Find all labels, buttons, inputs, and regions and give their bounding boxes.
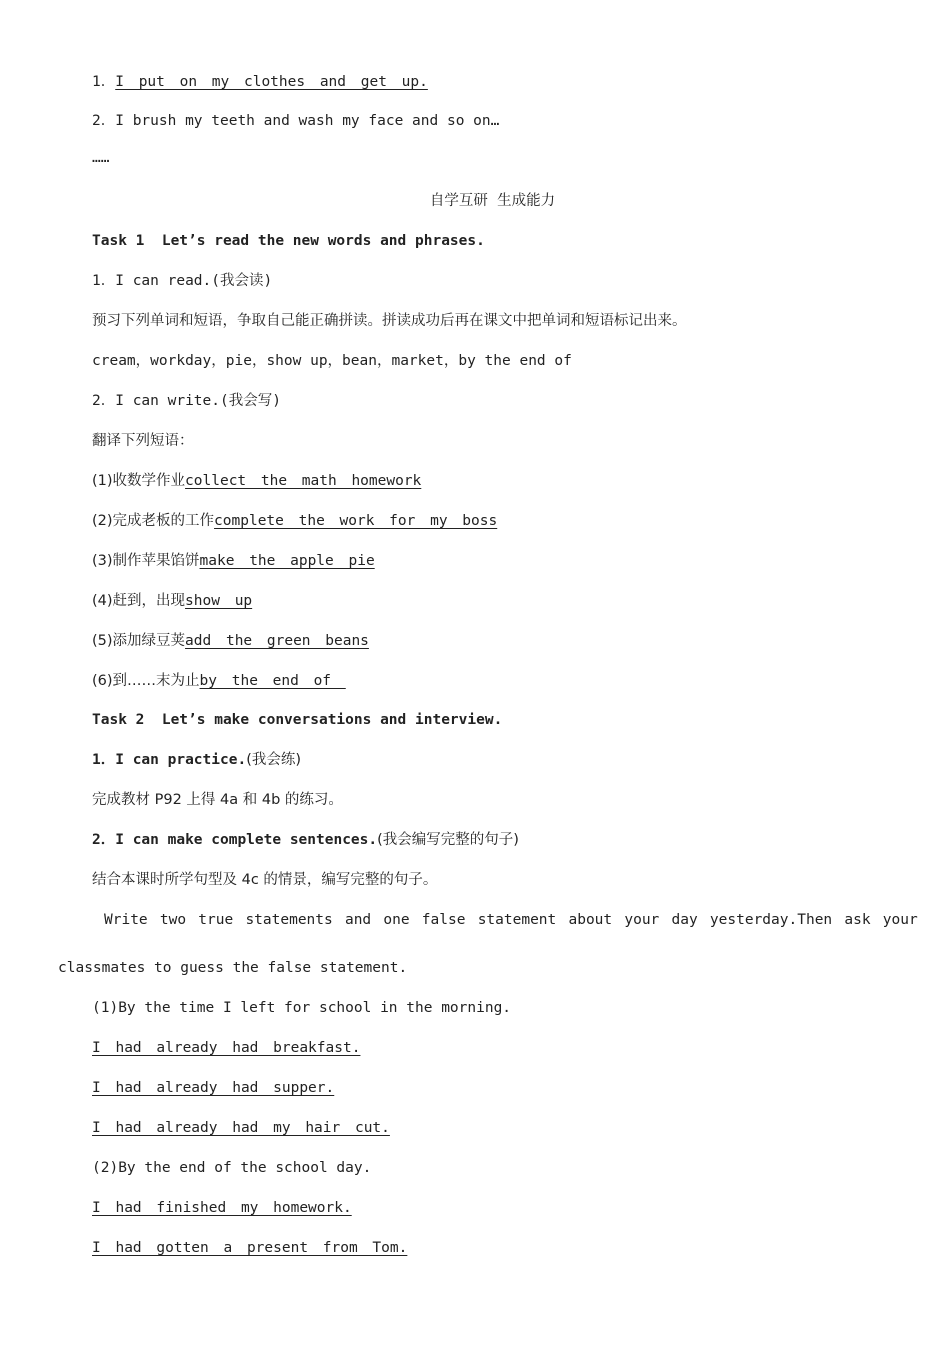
answer-text: show up: [185, 593, 253, 609]
phrase-item: (4)赶到，出现show up: [92, 593, 253, 609]
phrase-item: (5)添加绿豆荚add the green beans: [92, 633, 369, 649]
answer-text: I put on my clothes and get up.: [115, 74, 428, 90]
write-instruction: 翻译下列短语：: [92, 433, 194, 449]
prompt-line-1: Write two true statements and one false statement about your day yesterday.Then ask your: [104, 912, 918, 928]
answer-text: collect the math homework: [185, 473, 422, 489]
write-label: 2．I can write.(我会写): [92, 393, 281, 409]
answer-text: make the apple pie: [199, 553, 375, 569]
answer-text: add the green beans: [185, 633, 369, 649]
practice-instruction: 完成教材 P92 上得 4a 和 4b 的练习。: [92, 792, 343, 808]
section-title: 自学互研 生成能力: [429, 193, 556, 209]
answer-text: by the end of: [199, 673, 346, 689]
phrase-item: (6)到……末为止by the end of: [92, 673, 346, 689]
answer-sentence: I had already had my hair cut.: [92, 1120, 390, 1136]
intro-item-2: 2．I brush my teeth and wash my face and so on…: [92, 113, 500, 129]
prompt-line-2: classmates to guess the false statement.: [58, 960, 408, 976]
answer-sentence: I had already had supper.: [92, 1080, 335, 1096]
part-label: (2)By the end of the school day.: [92, 1160, 372, 1176]
phrase-item: (3)制作苹果馅饼make the apple pie: [92, 553, 375, 569]
answer-sentence: I had already had breakfast.: [92, 1040, 361, 1056]
practice-label: 1．I can practice.(我会练): [92, 752, 302, 768]
intro-ellipsis: ……: [92, 150, 110, 166]
answer-sentence: I had finished my homework.: [92, 1200, 352, 1216]
phrase-item: (1)收数学作业collect the math homework: [92, 473, 422, 489]
part-label: (1)By the time I left for school in the morning.: [92, 1000, 512, 1016]
intro-item-1: 1．I put on my clothes and get up.: [92, 74, 428, 90]
phrase-item: (2)完成老板的工作complete the work for my boss: [92, 513, 498, 529]
answer-sentence: I had gotten a present from Tom.: [92, 1240, 408, 1256]
read-label: 1．I can read.(我会读): [92, 273, 273, 289]
sentences-instruction: 结合本课时所学句型及 4c 的情景，编写完整的句子。: [92, 872, 438, 888]
task2-heading: Task 2 Let’s make conversations and interview.: [92, 712, 503, 728]
task1-heading: Task 1 Let’s read the new words and phrases.: [92, 233, 485, 249]
sentences-label: 2．I can make complete sentences.(我会编写完整的句子): [92, 832, 519, 848]
word-list: cream，workday，pie，show up，bean，market，by the end of: [92, 353, 572, 369]
read-instruction: 预习下列单词和短语，争取自己能正确拼读。拼读成功后再在课文中把单词和短语标记出来。: [92, 313, 687, 329]
answer-text: complete the work for my boss: [214, 513, 498, 529]
